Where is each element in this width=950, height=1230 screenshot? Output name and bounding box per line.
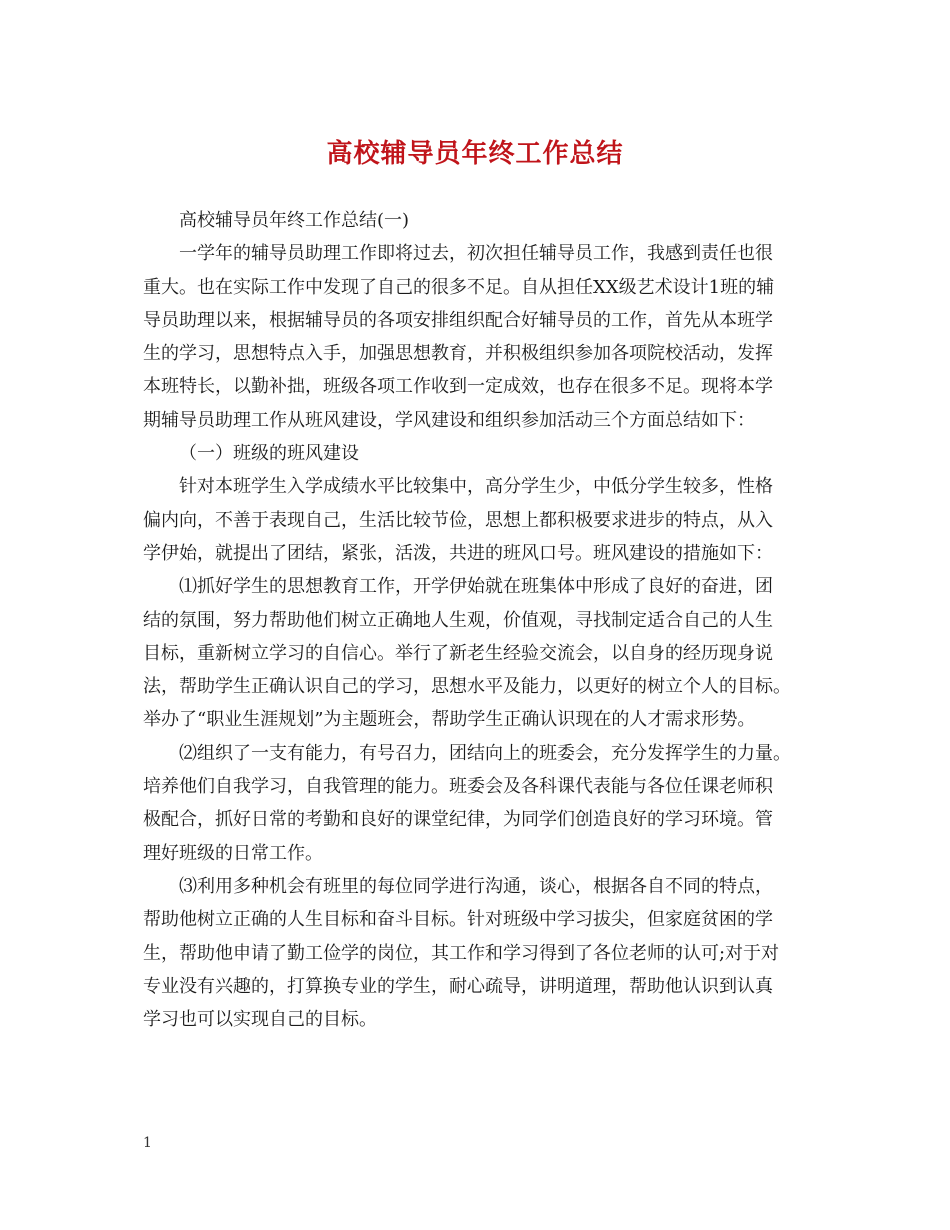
text-line: 极配合，抓好日常的考勤和良好的课堂纪律，为同学们创造良好的学习环境。管 xyxy=(143,809,773,831)
page-number: 1 xyxy=(143,1135,152,1151)
text-line: 目标，重新树立学习的自信心。举行了新老生经验交流会，以自身的经历现身说 xyxy=(143,642,773,664)
text-line: ⑵组织了一支有能力，有号召力，团结向上的班委会，充分发挥学生的力量。 xyxy=(179,742,791,764)
text-line: 一学年的辅导员助理工作即将过去，初次担任辅导员工作，我感到责任也很 xyxy=(179,243,773,265)
text-line: 学伊始，就提出了团结，紧张，活泼，共进的班风口号。班风建设的措施如下： xyxy=(143,542,773,564)
text-line: 学习也可以实现自己的目标。 xyxy=(143,1009,377,1031)
document-body xyxy=(143,204,811,1036)
text-line: 针对本班学生入学成绩水平比较集中，高分学生少，中低分学生较多，性格 xyxy=(179,476,773,498)
text-line: 期辅导员助理工作从班风建设，学风建设和组织参加活动三个方面总结如下： xyxy=(143,409,755,431)
text-line: 理好班级的日常工作。 xyxy=(143,842,323,864)
text-line: 重大。也在实际工作中发现了自己的很多不足。自从担任XX级艺术设计1班的辅 xyxy=(143,276,775,298)
text-line: 高校辅导员年终工作总结(一) xyxy=(179,210,410,231)
text-line: 生的学习，思想特点入手，加强思想教育，并积极组织参加各项院校活动，发挥 xyxy=(143,343,773,365)
text-line: 法，帮助学生正确认识自己的学习，思想水平及能力，以更好的树立个人的目标。 xyxy=(143,676,791,698)
text-line: 本班特长，以勤补拙，班级各项工作收到一定成效，也存在很多不足。现将本学 xyxy=(143,376,773,398)
text-line: （一）班级的班风建设 xyxy=(179,443,359,465)
text-line: 结的氛围，努力帮助他们树立正确地人生观，价值观，寻找制定适合自己的人生 xyxy=(143,609,773,631)
text-line: ⑶利用多种机会有班里的每位同学进行沟通，谈心，根据各自不同的特点， xyxy=(179,875,773,897)
text-line: ⑴抓好学生的思想教育工作，开学伊始就在班集体中形成了良好的奋进，团 xyxy=(179,576,773,598)
text-line: 举办了“职业生涯规划”为主题班会，帮助学生正确认识现在的人才需求形势。 xyxy=(143,709,756,731)
text-line: 帮助他树立正确的人生目标和奋斗目标。针对班级中学习拔尖，但家庭贫困的学 xyxy=(143,909,773,931)
text-line: 偏内向，不善于表现自己，生活比较节俭，思想上都积极要求进步的特点，从入 xyxy=(143,509,773,531)
text-line: 生，帮助他申请了勤工俭学的岗位，其工作和学习得到了各位老师的认可;对于对 xyxy=(143,942,780,964)
text-line: 专业没有兴趣的，打算换专业的学生，耐心疏导，讲明道理，帮助他认识到认真 xyxy=(143,975,773,997)
text-line: 导员助理以来，根据辅导员的各项安排组织配合好辅导员的工作，首先从本班学 xyxy=(143,309,773,331)
text-line: 培养他们自我学习，自我管理的能力。班委会及各科课代表能与各位任课老师积 xyxy=(143,776,773,798)
document-title: 高校辅导员年终工作总结 xyxy=(326,139,624,169)
